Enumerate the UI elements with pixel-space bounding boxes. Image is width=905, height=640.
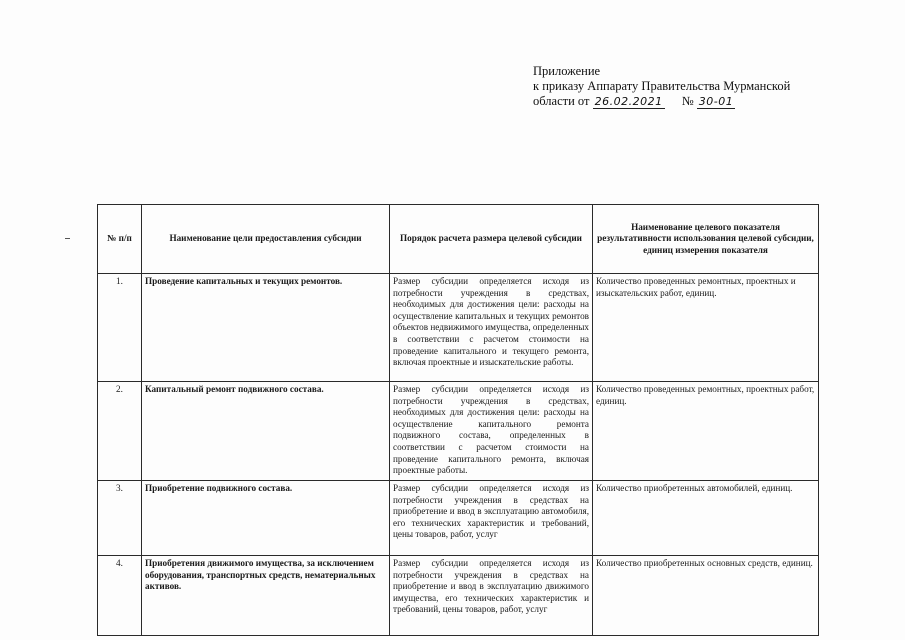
table-row: [98, 382, 819, 481]
column-header-number: № п/п: [98, 205, 142, 274]
table-row: [98, 274, 819, 382]
row-calculation: Размер субсидии определяется исходя из потребности учреждения в средствах на приобретение и ввод в эксплуатацию автомобиля, его технических характеристик и требований, цены товаров, работ, услуг: [390, 481, 593, 556]
handwritten-number: 30-01: [698, 95, 734, 108]
column-header-purpose: Наименование цели предоставления субсидии: [142, 205, 390, 274]
row-indicator: Количество проведенных ремонтных, проектных и изыскательских работ, единиц.: [593, 274, 819, 382]
appendix-title: Приложение: [533, 64, 601, 78]
margin-mark: [65, 238, 70, 239]
handwritten-date: 26.02.2021: [594, 95, 663, 108]
appendix-date-number-line: [533, 94, 790, 109]
table-header-row: [98, 205, 819, 274]
column-header-calculation: Порядок расчета размера целевой субсидии: [390, 205, 593, 274]
row-calculation: Размер субсидии определяется исходя из потребности учреждения в средствах, необходимых для достижения цели: расходы на осуществление капитальных и текущих ремонтов объектов недвижимого имущества, определенных в соответствии с расчетом стоимости на проведение капитального и текущего ремонта, включая проектные и изыскательские работы.: [390, 274, 593, 382]
row-indicator: Количество проведенных ремонтных, проектных работ, единиц.: [593, 382, 819, 481]
row-number: 2.: [98, 382, 142, 481]
subsidy-table: [97, 204, 819, 636]
table-row: [98, 556, 819, 636]
row-purpose: Проведение капитальных и текущих ремонтов.: [142, 274, 390, 382]
row-calculation: Размер субсидии определяется исходя из потребности учреждения в средствах, необходимых для достижения цели: расходы на осуществление капитального ремонта подвижного состава, определенных в соответствии с расчетом стоимости на проведение капитального ремонта, включая проектные работы.: [390, 382, 593, 481]
table-row: [98, 481, 819, 556]
column-header-indicator: Наименование целевого показателя результативности использования целевой субсидии, единиц измерения показателя: [593, 205, 819, 274]
appendix-header: [533, 64, 790, 109]
row-number: 4.: [98, 556, 142, 636]
number-label: №: [681, 94, 694, 108]
appendix-order-reference: к приказу Аппарату Правительства Мурманской: [533, 79, 791, 93]
row-number: 1.: [98, 274, 142, 382]
row-purpose: Приобретения движимого имущества, за исключением оборудования, транспортных средств, нематериальных активов.: [142, 556, 390, 636]
appendix-date-prefix: области от: [533, 94, 590, 108]
row-indicator: Количество приобретенных автомобилей, единиц.: [593, 481, 819, 556]
row-purpose: Приобретение подвижного состава.: [142, 481, 390, 556]
row-purpose: Капитальный ремонт подвижного состава.: [142, 382, 390, 481]
row-number: 3.: [98, 481, 142, 556]
row-indicator: Количество приобретенных основных средств, единиц.: [593, 556, 819, 636]
row-calculation: Размер субсидии определяется исходя из потребности учреждения в средствах на приобретение и ввод в эксплуатацию движимого имущества, его технических характеристик и требований, цены товаров, работ, услуг: [390, 556, 593, 636]
